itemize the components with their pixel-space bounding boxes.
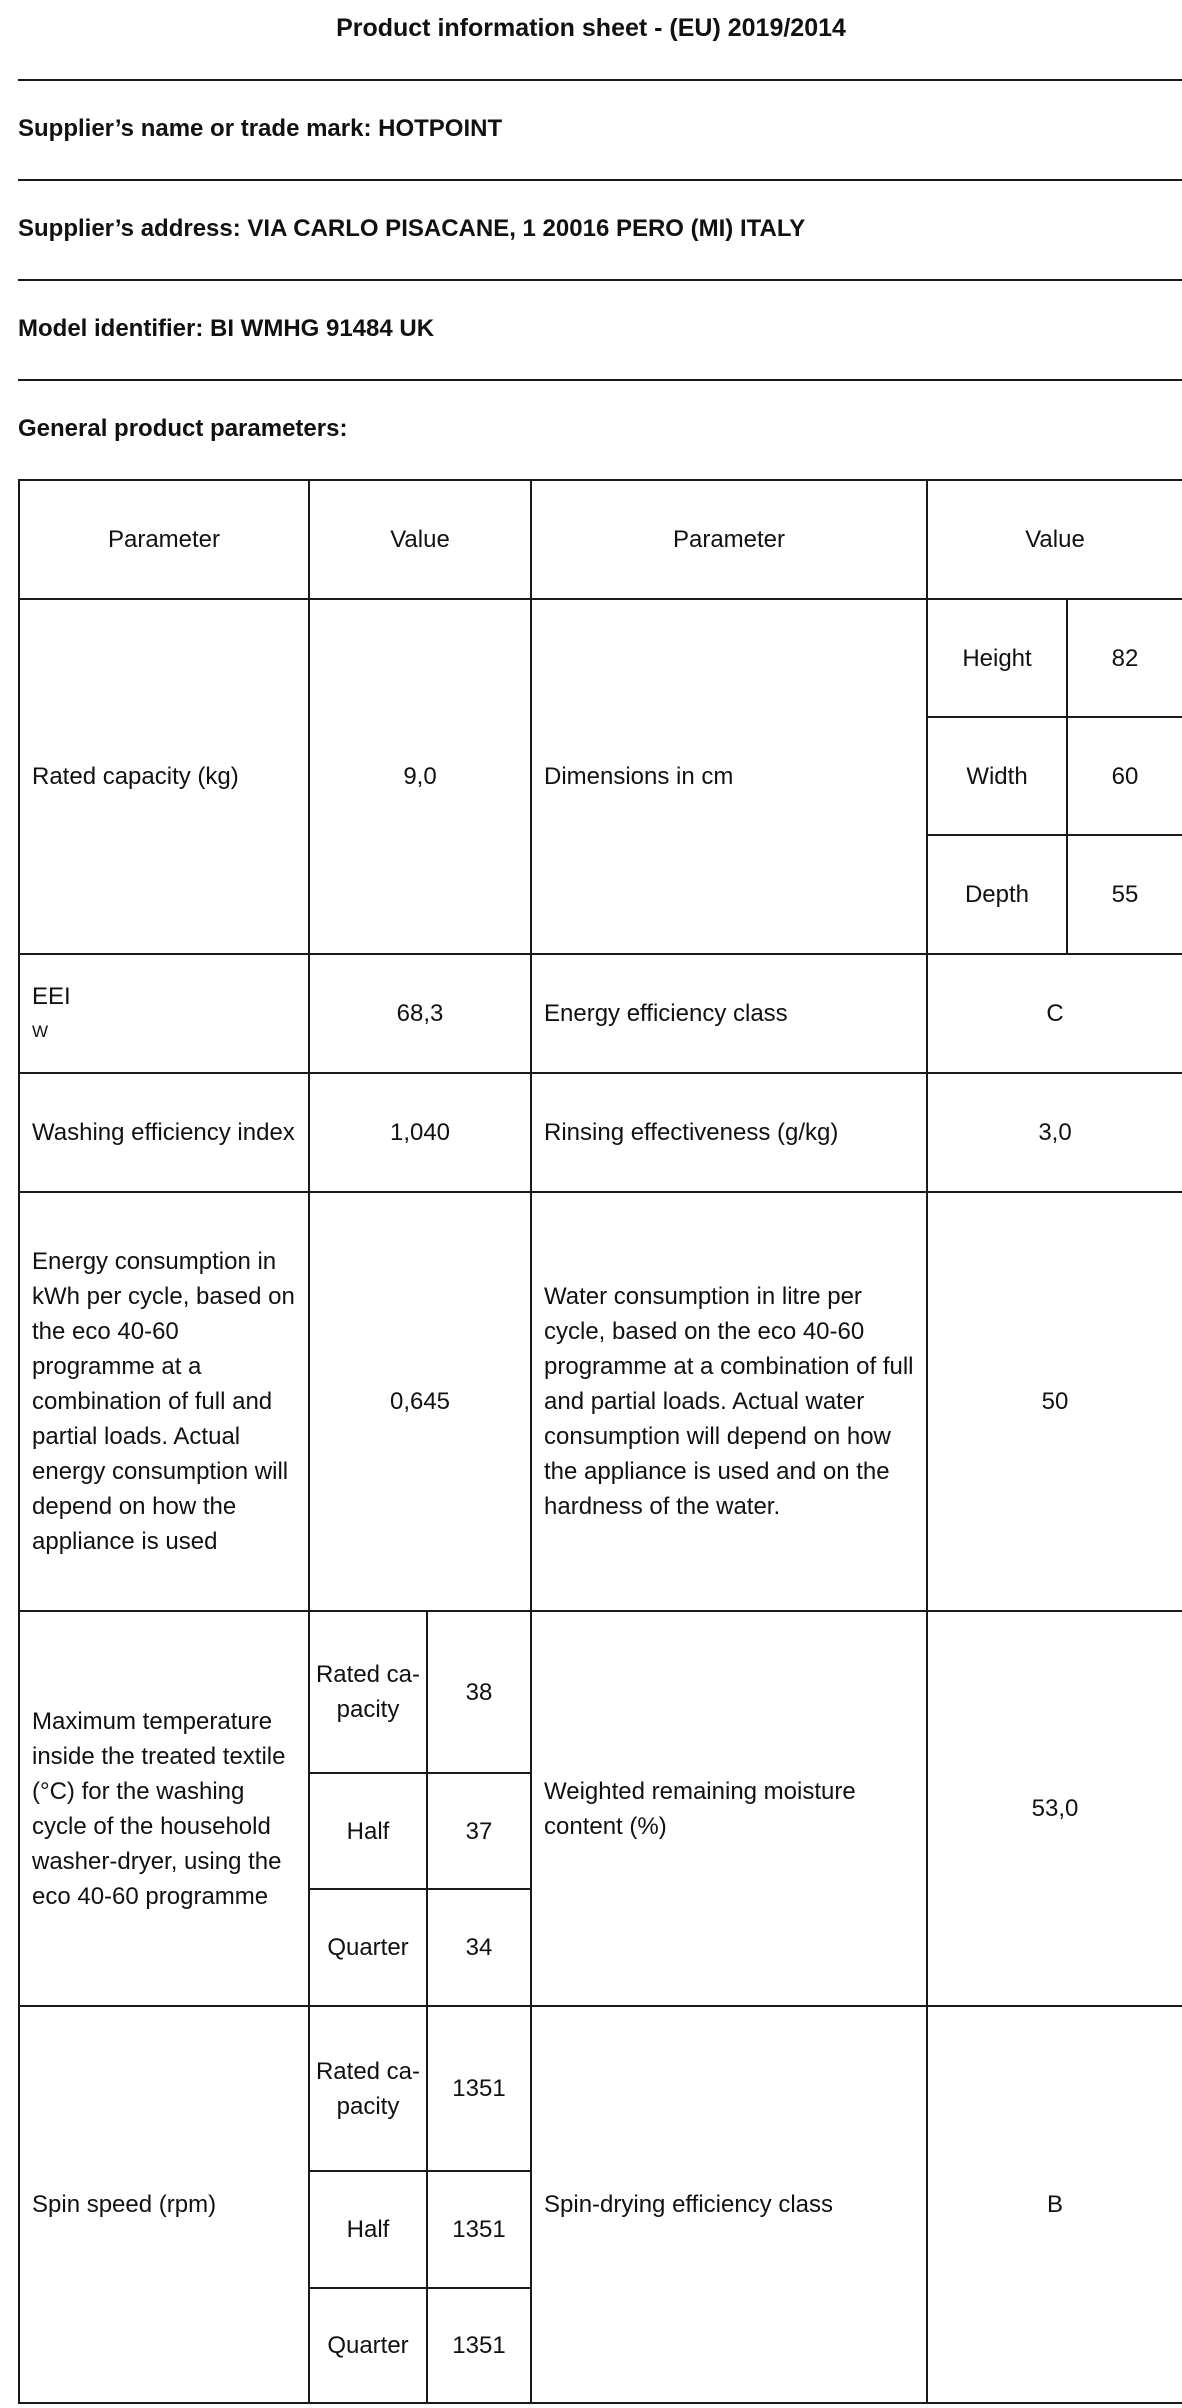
general-parameters-heading: General product parameters:	[18, 415, 348, 442]
width-value: 60	[1111, 762, 1139, 790]
washing-index-label: Washing efficiency index	[32, 1119, 295, 1146]
model-identifier: Model identifier: BI WMHG 91484 UK	[18, 315, 435, 342]
rated-capacity-label: Rated capacity (kg)	[32, 763, 239, 790]
height-value: 82	[1111, 644, 1139, 672]
spin-class-value: B	[1046, 2191, 1063, 2218]
spin-speed-half-value: 1351	[452, 2216, 506, 2243]
spin-speed-quarter-label: Quarter	[327, 2332, 409, 2359]
moisture-value: 53,0	[1031, 1795, 1079, 1822]
max-temp-quarter-label: Quarter	[327, 1934, 409, 1961]
spin-speed-half-label: Half	[346, 2216, 390, 2243]
depth-value: 55	[1111, 881, 1139, 908]
spin-class-label: Spin-drying efficiency class	[544, 2191, 834, 2218]
water-consumption-label: Water consumption in litre per cycle, based on the eco 40-60 programme at a combination of full and partial loads. Actual water consumption will depend on how the appliance is used and on the hardness of the water.	[544, 1283, 914, 1520]
header-value-2: Value	[1025, 526, 1085, 553]
eei-label: EEI W	[20, 955, 308, 1072]
energy-consumption-value: 0,645	[389, 1388, 451, 1415]
max-temp-half-value: 37	[465, 1817, 493, 1845]
eei-subscript: W	[32, 1021, 49, 1041]
header-value: Value	[390, 526, 450, 553]
max-temp-half-label: Half	[346, 1817, 390, 1845]
max-temp-quarter-value: 34	[465, 1934, 493, 1961]
max-temp-rated-label: Rated capacity	[315, 1661, 421, 1723]
rinsing-label: Rinsing effectiveness (g/kg)	[544, 1119, 839, 1146]
spin-speed-quarter-value: 1351	[452, 2332, 506, 2359]
supplier-name: Supplier’s name or trade mark: HOTPOINT	[18, 115, 503, 142]
washing-index-value: 1,040	[389, 1119, 451, 1146]
energy-consumption-label: Energy consumption in kWh per cycle, based on the eco 40-60 programme at a combination of full and partial loads. Actual energy consumption will depend on how the appliance is used	[32, 1248, 295, 1555]
page-title: Product information sheet - (EU) 2019/2014	[336, 14, 846, 42]
depth-label: Depth	[964, 881, 1030, 908]
energy-class-value: C	[1046, 1000, 1064, 1027]
energy-class-label: Energy efficiency class	[544, 1000, 788, 1027]
max-temp-rated-value: 38	[465, 1678, 493, 1706]
spin-speed-rated-label: Rated capacity	[315, 2057, 421, 2120]
header-parameter-2: Parameter	[672, 526, 786, 553]
water-consumption-value: 50	[1041, 1388, 1069, 1415]
spin-speed-label: Spin speed (rpm)	[32, 2191, 217, 2218]
header-parameter: Parameter	[107, 526, 221, 553]
supplier-address: Supplier’s address: VIA CARLO PISACANE, 1 20016 PERO (MI) ITALY	[18, 215, 806, 242]
width-label: Width	[966, 762, 1028, 790]
rated-capacity-value: 9,0	[403, 763, 437, 790]
dimensions-label: Dimensions in cm	[544, 763, 734, 790]
height-label: Height	[962, 644, 1032, 672]
eei-value: 68,3	[396, 1000, 444, 1027]
moisture-label: Weighted remaining moisture content (%)	[544, 1777, 856, 1840]
spin-speed-rated-value: 1351	[452, 2075, 506, 2102]
max-temp-label: Maximum temperature inside the treated textile (°C) for the washing cycle of the household washer-dryer, using the eco 40-60 programme	[32, 1707, 286, 1910]
rinsing-value: 3,0	[1038, 1119, 1072, 1146]
